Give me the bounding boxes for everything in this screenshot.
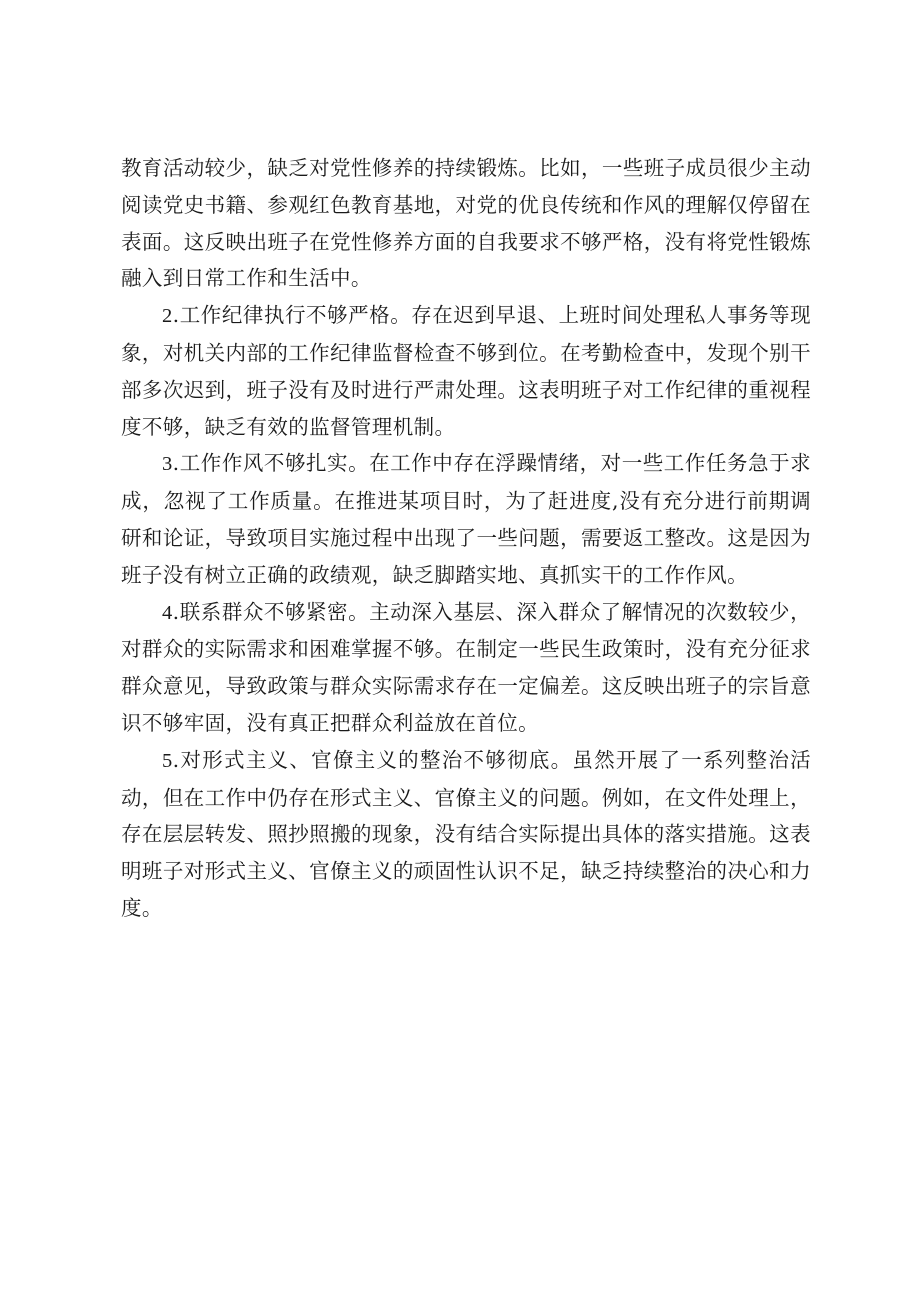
item-number: 4 [162, 601, 173, 624]
document-body [121, 150, 811, 927]
paragraph-item-4 [121, 594, 811, 742]
paragraph-text: .联系群众不够紧密。主动深入基层、深入群众了解情况的次数较少，对群众的实际需求和困难掌握不够。在制定一些民生政策时，没有充分征求群众意见，导致政策与群众实际需求存在一定偏差。这反映出班子的宗旨意识不够牢固，没有真正把群众利益放在首位。 [121, 599, 811, 735]
item-number: 3 [162, 453, 173, 476]
paragraph-item-5 [121, 742, 811, 927]
paragraph-item-2 [121, 297, 811, 445]
item-number: 2 [162, 305, 173, 328]
paragraph-continued [121, 150, 811, 297]
paragraph-text: .工作纪律执行不够严格。存在迟到早退、上班时间处理私人事务等现象，对机关内部的工作纪律监督检查不够到位。在考勤检查中，发现个别干部多次迟到，班子没有及时进行严肃处理。这表明班子对工作纪律的重视程度不够，缺乏有效的监督管理机制。 [121, 303, 811, 439]
paragraph-text: .工作作风不够扎实。在工作中存在浮躁情绪，对一些工作任务急于求成，忽视了工作质量。在推进某项目时，为了赶进度,没有充分进行前期调研和论证，导致项目实施过程中出现了一些问题，需要返工整改。这是因为班子没有树立正确的政绩观，缺乏脚踏实地、真抓实干的工作作风。 [121, 451, 811, 587]
item-number: 5 [162, 749, 173, 772]
paragraph-text: 教育活动较少，缺乏对党性修养的持续锻炼。比如，一些班子成员很少主动阅读党史书籍、参观红色教育基地，对党的优良传统和作风的理解仅停留在表面。这反映出班子在党性修养方面的自我要求不够严格，没有将党性锻炼融入到日常工作和生活中。 [121, 156, 811, 291]
paragraph-item-3 [121, 445, 811, 593]
paragraph-text: .对形式主义、官僚主义的整治不够彻底。虽然开展了一系列整治活动，但在工作中仍存在形式主义、官僚主义的问题。例如，在文件处理上，存在层层转发、照抄照搬的现象，没有结合实际提出具体的落实措施。这表明班子对形式主义、官僚主义的顽固性认识不足，缺乏持续整治的决心和力度。 [121, 747, 811, 920]
